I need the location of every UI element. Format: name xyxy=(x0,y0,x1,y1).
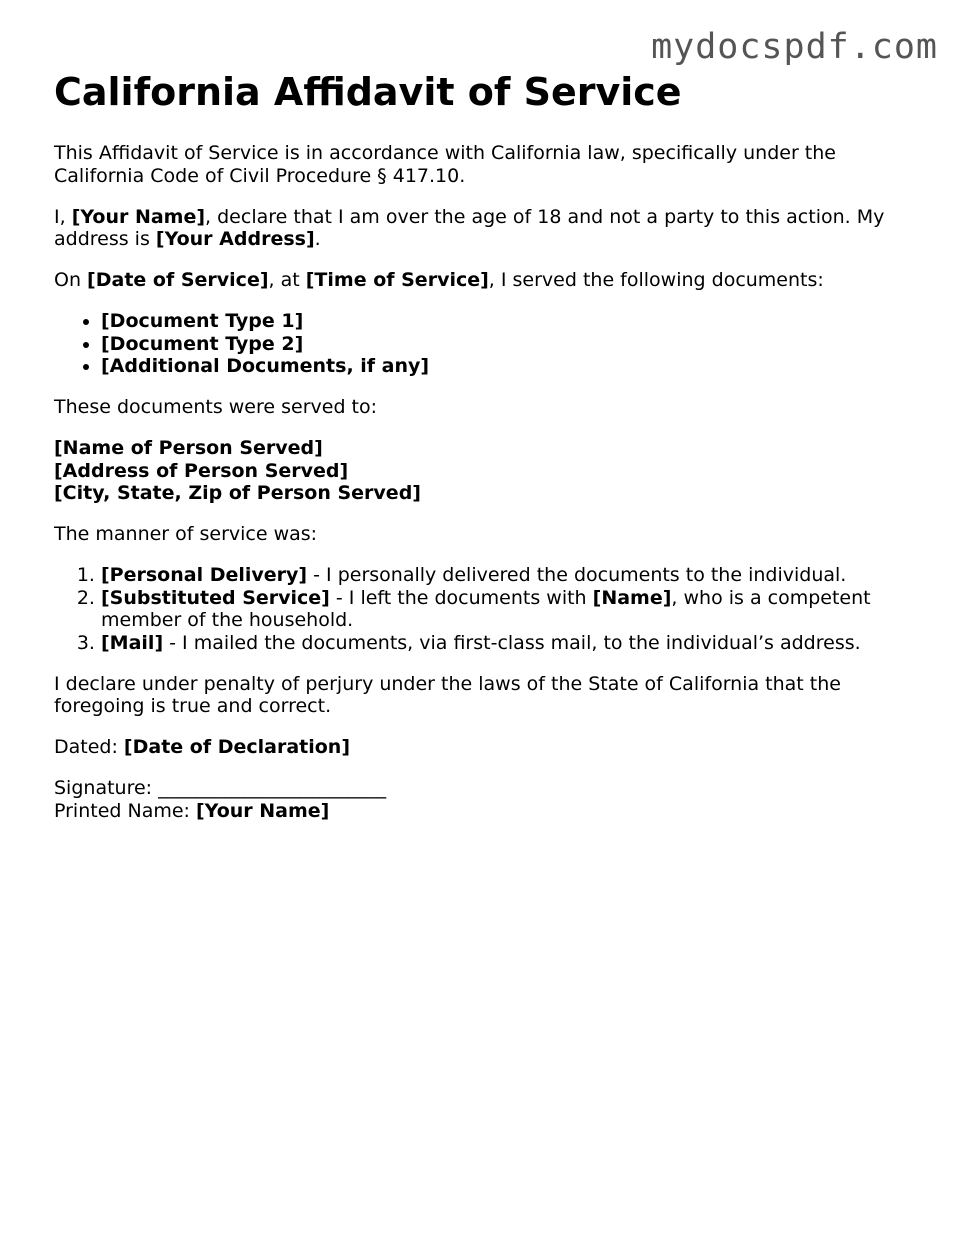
served-person-address: [Address of Person Served] xyxy=(54,459,349,482)
manner-label: The manner of service was: xyxy=(54,523,318,545)
page-title: California Affidavit of Service xyxy=(54,70,682,114)
served-to-label: These documents were served to: xyxy=(54,396,378,418)
printed-name-line xyxy=(54,800,914,823)
document-item: [Document Type 2] xyxy=(101,332,304,355)
declarant-name: [Your Name] xyxy=(71,205,206,228)
list-item xyxy=(101,632,914,655)
service-suffix: , I served the following documents: xyxy=(488,269,824,291)
documents-list xyxy=(54,310,914,378)
manner-substituted-text-after: , who is a competent member of the household. xyxy=(101,586,871,631)
service-prefix: On xyxy=(54,269,88,291)
declaration-suffix: . xyxy=(314,228,321,250)
document-item: [Document Type 1] xyxy=(101,310,304,332)
served-person-city-state-zip: [City, State, Zip of Person Served] xyxy=(54,482,421,504)
watermark: mydocspdf.com xyxy=(651,27,938,67)
manner-personal-text: - I personally delivered the documents to the individual. xyxy=(307,564,847,586)
manner-substituted-name: [Name] xyxy=(592,586,672,609)
signature-blank: ________________________ xyxy=(158,777,387,799)
dated-line xyxy=(54,736,914,759)
manner-list xyxy=(54,564,914,654)
intro-paragraph: This Affidavit of Service is in accordance with California law, specifically under the California Code of Civil Procedure § 417.10. xyxy=(54,142,836,187)
declaration-paragraph xyxy=(54,206,914,251)
manner-mail-text: - I mailed the documents, via first-class mail, to the individual’s address. xyxy=(163,631,861,654)
declarant-address: [Your Address] xyxy=(155,228,315,250)
service-time: [Time of Service] xyxy=(305,269,489,291)
service-date: [Date of Service] xyxy=(87,269,269,291)
dated-label: Dated: xyxy=(54,736,124,758)
manner-personal-label: [Personal Delivery] xyxy=(101,564,308,586)
list-item xyxy=(101,587,914,632)
service-middle: , at xyxy=(268,269,306,291)
manner-substituted-label: [Substituted Service] xyxy=(101,586,330,609)
dated-value: [Date of Declaration] xyxy=(123,736,351,758)
signature-label: Signature: xyxy=(54,777,159,799)
list-item xyxy=(101,564,914,587)
manner-substituted-text-before: - I left the documents with xyxy=(329,586,593,609)
declaration-prefix: I, xyxy=(54,205,72,228)
document-item: [Additional Documents, if any] xyxy=(101,355,430,377)
manner-mail-label: [Mail] xyxy=(101,631,164,654)
served-to-block xyxy=(54,437,914,505)
list-item xyxy=(101,355,914,378)
signature-block xyxy=(54,777,914,822)
list-item xyxy=(101,333,914,356)
document-page xyxy=(54,70,914,822)
perjury-statement: I declare under penalty of perjury under the laws of the State of California that the foregoing is true and correct. xyxy=(54,672,841,717)
service-paragraph xyxy=(54,269,914,292)
declaration-middle: , declare that I am over the age of 18 and not a party to this action. My address is xyxy=(54,205,885,250)
served-person-name: [Name of Person Served] xyxy=(54,437,323,459)
printed-name-value: [Your Name] xyxy=(196,799,330,822)
signature-line xyxy=(54,777,914,800)
printed-name-label: Printed Name: xyxy=(54,799,196,822)
list-item xyxy=(101,310,914,333)
